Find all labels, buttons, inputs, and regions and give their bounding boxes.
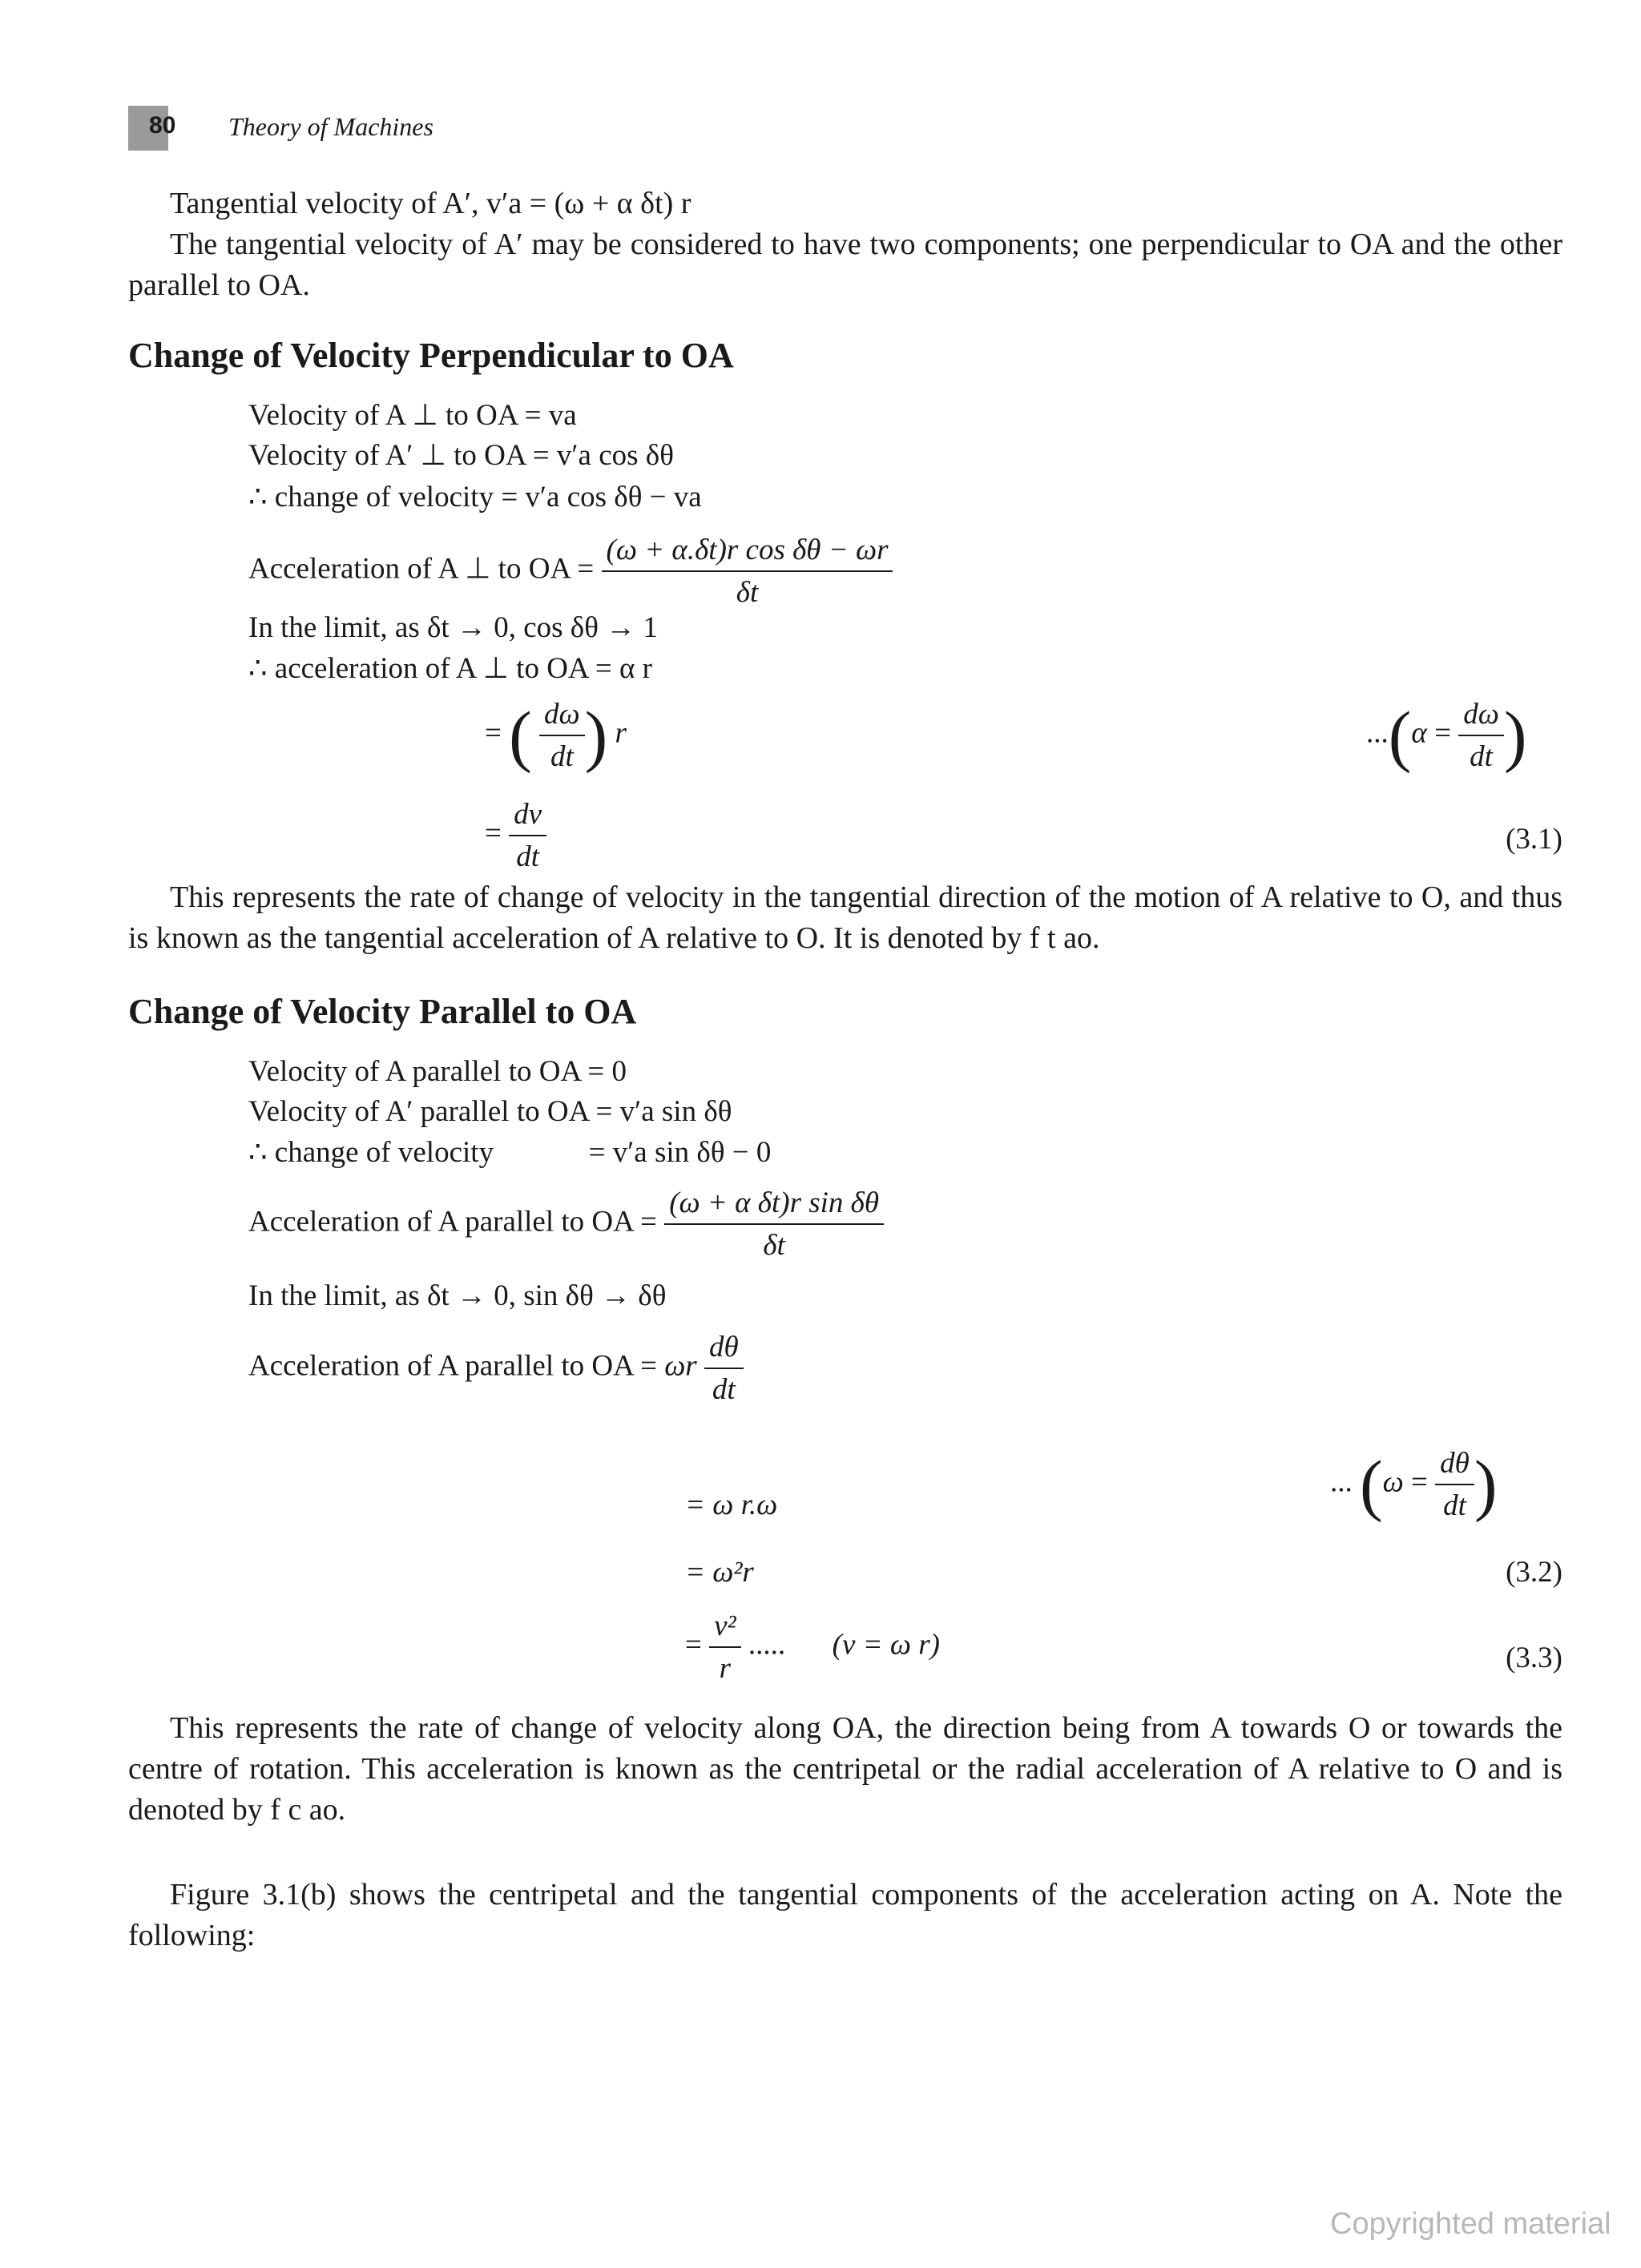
perp-acceleration-fraction bbox=[602, 533, 893, 610]
perp-domega-den: dt bbox=[550, 740, 574, 773]
par-velocity-a: Velocity of A parallel to OA = 0 bbox=[248, 1055, 627, 1088]
tangential-velocity-text: Tangential velocity of A′, v′a = (ω + α δt) r bbox=[170, 187, 691, 220]
par-acceleration-equation bbox=[248, 1186, 884, 1263]
tangential-velocity-line bbox=[170, 183, 691, 224]
perp-domega-dt-fraction bbox=[539, 697, 585, 774]
perp-dv-den: dt bbox=[516, 840, 539, 873]
perp-domega-dt-r: = ( $\frac{d\omega}{dt}$ ) r bbox=[485, 697, 627, 774]
par-v-omega-r-note: (v = ω r) bbox=[832, 1628, 940, 1662]
section-heading-parallel: Change of Velocity Parallel to OA bbox=[128, 992, 637, 1031]
par-acceleration-domega: Acceleration of A parallel to OA = ωr $\frac{d\theta}{dt}$ bbox=[248, 1330, 744, 1407]
perp-acceleration-equation: Acceleration of A ⊥ to OA = $\frac{\text{(ω + α.δt)r cos δθ − ωr}}{\delta t}$ bbox=[248, 533, 893, 610]
perp-limit-line: In the limit, as δt → 0, cos δθ → 1 bbox=[248, 611, 658, 644]
page-number: 80 bbox=[149, 112, 176, 139]
equation-number-3-3: (3.3) bbox=[1506, 1642, 1562, 1674]
perp-domega-num: dω bbox=[539, 697, 585, 736]
par-acceleration-numerator: (ω + α δt)r sin δθ bbox=[664, 1186, 884, 1225]
par-change-velocity-value: = v′a sin δθ − 0 bbox=[588, 1136, 772, 1169]
running-title: Theory of Machines bbox=[228, 112, 433, 141]
par-omega-den: dt bbox=[1443, 1489, 1466, 1522]
equation-number-3-1: (3.1) bbox=[1506, 823, 1562, 856]
par-v-squared-over-r: = $\frac{\text{v²}}{r}$ ..... (v = ω r) bbox=[685, 1609, 940, 1685]
section-heading-perpendicular: Change of Velocity Perpendicular to OA bbox=[128, 336, 734, 375]
perp-change-velocity: ∴ change of velocity = v′a cos δθ − va bbox=[248, 481, 702, 514]
par-v2-num: v² bbox=[709, 1609, 741, 1648]
perp-acceleration-result: ∴ acceleration of A ⊥ to OA = α r bbox=[248, 652, 652, 685]
perp-acceleration-denominator: δt bbox=[736, 576, 759, 609]
perp-dv-dt: = $\frac{dv}{dt}$ bbox=[485, 797, 546, 874]
par-omega-num: dθ bbox=[1435, 1446, 1474, 1485]
par-limit-line: In the limit, as δt → 0, sin δθ → δθ bbox=[248, 1279, 667, 1312]
par-omega-squared-r: = ω²r bbox=[685, 1556, 754, 1589]
par-dtheta-dt-fraction bbox=[704, 1330, 744, 1407]
perp-dv-num: dv bbox=[509, 797, 546, 836]
tangential-acceleration-paragraph: This represents the rate of change of velocity in the tangential direction of the motion of A relative to O, and thus is known as the tangential acceleration of A relative to O. It is denoted by f t ao. bbox=[128, 880, 1562, 955]
par-acceleration-fraction bbox=[664, 1186, 884, 1263]
par-velocity-a-prime: Velocity of A′ parallel to OA = v′a sin δθ bbox=[248, 1095, 732, 1128]
par-omega-fraction bbox=[1435, 1446, 1474, 1523]
par-change-velocity-label: ∴ change of velocity bbox=[248, 1136, 494, 1169]
perp-alpha-num: dω bbox=[1458, 697, 1504, 736]
perp-acceleration-numerator: (ω + α.δt)r cos δθ − ωr bbox=[602, 533, 893, 572]
perp-velocity-a: Velocity of A ⊥ to OA = va bbox=[248, 399, 577, 432]
equation-number-3-2: (3.2) bbox=[1506, 1556, 1562, 1589]
par-dtheta-num: dθ bbox=[704, 1330, 744, 1369]
par-omega-note: ... (ω = $\frac{d\theta}{dt}$ ) bbox=[1330, 1446, 1498, 1523]
perp-acceleration-label: Acceleration of A ⊥ to OA bbox=[248, 552, 571, 586]
copyright-watermark: Copyrighted material bbox=[1330, 2207, 1611, 2241]
perp-velocity-a-prime: Velocity of A′ ⊥ to OA = v′a cos δθ bbox=[248, 439, 674, 472]
centripetal-acceleration-paragraph: This represents the rate of change of velocity along OA, the direction being from A towards O or towards the centre of rotation. This acceleration is known as the centripetal or the radial acceleration of A relative to O and is denoted by f c ao. bbox=[128, 1711, 1562, 1827]
perp-alpha-fraction bbox=[1458, 697, 1504, 774]
perp-alpha-den: dt bbox=[1470, 740, 1493, 773]
par-acceleration-label-2: Acceleration of A parallel to OA bbox=[248, 1349, 633, 1383]
par-acceleration-label: Acceleration of A parallel to OA = bbox=[248, 1205, 657, 1239]
par-r-den: r bbox=[719, 1652, 732, 1685]
par-omega-r-omega: = ω r.ω bbox=[685, 1489, 778, 1521]
par-change-velocity bbox=[248, 1134, 771, 1170]
par-v2-r-fraction bbox=[709, 1609, 741, 1686]
perp-dv-dt-fraction bbox=[509, 797, 546, 874]
components-paragraph: The tangential velocity of A′ may be considered to have two components; one perpendicular to OA and the other parallel to OA. bbox=[128, 228, 1562, 302]
par-acceleration-denominator: δt bbox=[763, 1229, 785, 1262]
perp-alpha-note: ...(α = $\frac{d\omega}{dt}$ ) bbox=[1366, 697, 1527, 774]
par-dtheta-den: dt bbox=[712, 1373, 736, 1406]
figure-reference-paragraph: Figure 3.1(b) shows the centripetal and the tangential components of the acceleration acting on A. Note the following: bbox=[128, 1878, 1562, 1952]
